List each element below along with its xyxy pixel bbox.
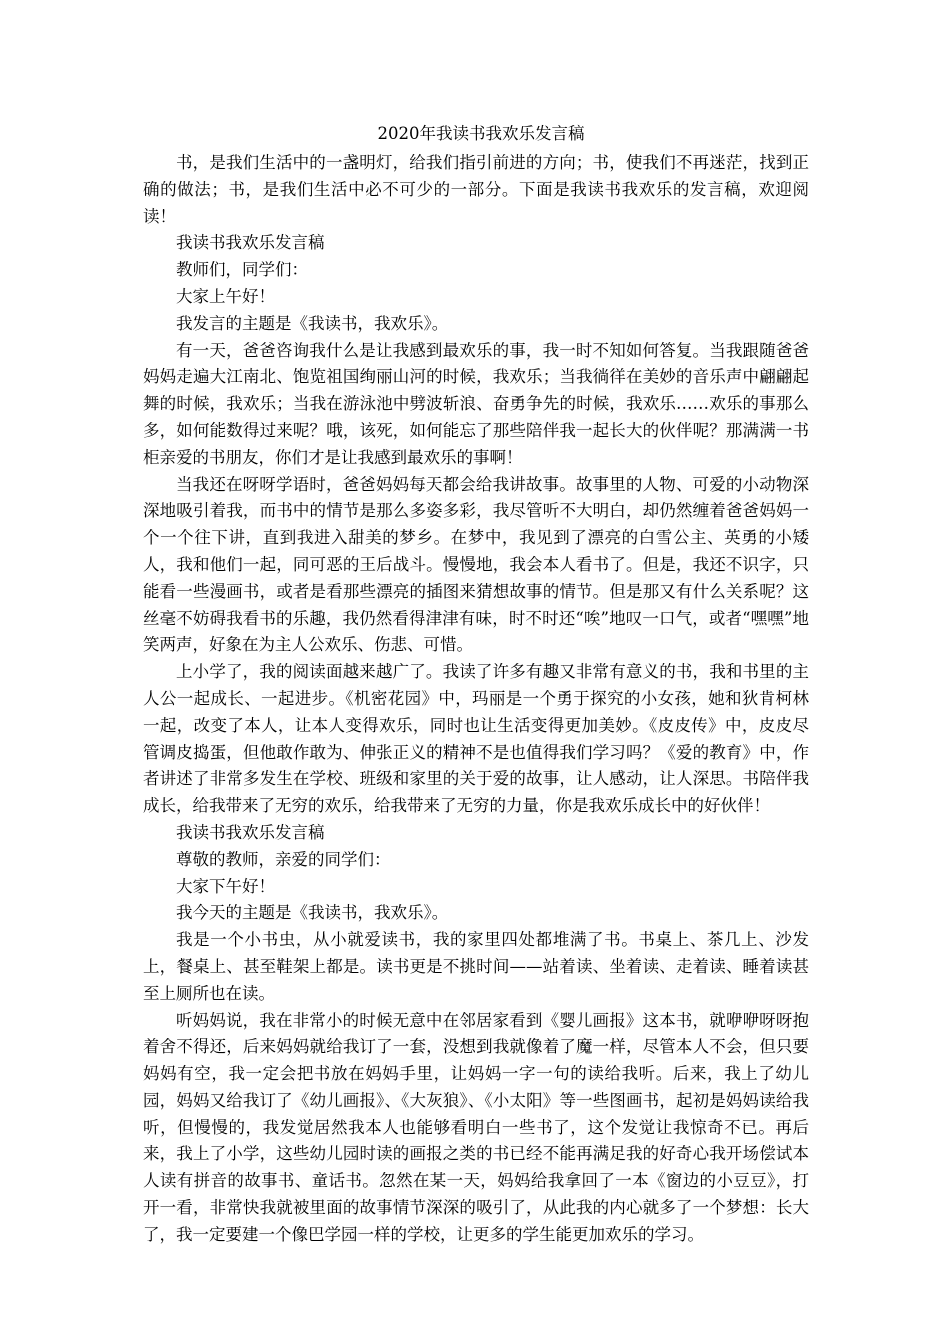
paragraph-speech1-body1: 有一天，爸爸咨询我什么是让我感到最欢乐的事，我一时不知如何答复。当我跟随爸爸妈妈走遍大江南北、饱览祖国绚丽山河的时候，我欢乐；当我徜徉在美妙的音乐声中翩翩起舞的时候，我欢乐；当我在游泳池中劈波斩浪、奋勇争先的时候，我欢乐……欢乐的事那么多，如何能数得过来呢？哦，该死，如何能忘了那些陪伴我一起长大的伙伴呢？那满满一书柜亲爱的书朋友，你们才是让我感到最欢乐的事啊！ xyxy=(143,340,809,467)
paragraph-speech2-heading: 我读书我欢乐发言稿 xyxy=(176,822,325,842)
paragraph-speech1-topic: 我发言的主题是《我读书，我欢乐》。 xyxy=(176,313,449,333)
paragraph-speech2-greeting: 尊敬的教师，亲爱的同学们： xyxy=(176,849,391,869)
paragraph-speech1-body2: 当我还在呀呀学语时，爸爸妈妈每天都会给我讲故事。故事里的人物、可爱的小动物深深地吸引着我，而书中的情节是那么多姿多彩，我尽管听不大明白，却仍然缠着爸爸妈妈一个一个往下讲，直到我进入甜美的梦乡。在梦中，我见到了漂亮的白雪公主、英勇的小矮人，我和他们一起，同可恶的王后战斗。慢慢地，我会本人看书了。但是，我还不识字，只能看一些漫画书，或者是看那些漂亮的插图来猜想故事的情节。但是那又有什么关系呢？这丝毫不妨碍我看书的乐趣，我仍然看得津津有味，时不时还“唉”地叹一口气，或者“嘿嘿”地笑两声，好象在为主人公欢乐、伤悲、可惜。 xyxy=(143,474,809,655)
paragraph-speech1-greeting: 教师们，同学们： xyxy=(176,260,308,280)
document-title: 2020年我读书我欢乐发言稿 xyxy=(377,124,585,143)
paragraph-speech2-body1: 我是一个小书虫，从小就爱读书，我的家里四处都堆满了书。书桌上、茶几上、沙发上，餐桌上、甚至鞋架上都是。读书更是不挑时间——站着读、坐着读、走着读、睡着读甚至上厕所也在读。 xyxy=(143,930,809,1003)
document-page xyxy=(143,119,809,1249)
paragraph-speech1-hello: 大家上午好！ xyxy=(176,286,275,306)
paragraph-speech2-topic: 我今天的主题是《我读书，我欢乐》。 xyxy=(176,903,449,923)
paragraph-speech2-body2: 听妈妈说，我在非常小的时候无意中在邻居家看到《婴儿画报》这本书，就咿咿呀呀抱着舍不得还，后来妈妈就给我订了一套，没想到我就像着了魔一样，尽管本人不会，但只要妈妈有空，我一定会把书放在妈妈手里，让妈妈一字一句的读给我听。后来，我上了幼儿园，妈妈又给我订了《幼儿画报》、《大灰狼》、《小太阳》等一些图画书，起初是妈妈读给我听，但慢慢的，我发觉居然我本人也能够看明白一些书了，这个发觉让我惊奇不已。再后来，我上了小学，这些幼儿园时读的画报之类的书已经不能再满足我的好奇心我开场偿试本人读有拼音的故事书、童话书。忽然在某一天，妈妈给我拿回了一本《窗边的小豆豆》，打开一看，非常快我就被里面的故事情节深深的吸引了，从此我的内心就多了一个梦想：长大了，我一定要建一个像巴学园一样的学校，让更多的学生能更加欢乐的学习。 xyxy=(143,1010,809,1244)
paragraph-intro: 书，是我们生活中的一盏明灯，给我们指引前进的方向；书，使我们不再迷茫，找到正确的做法；书，是我们生活中必不可少的一部分。下面是我读书我欢乐的发言稿，欢迎阅读！ xyxy=(143,153,809,226)
paragraph-speech1-heading: 我读书我欢乐发言稿 xyxy=(176,233,325,253)
paragraph-speech1-body3: 上小学了，我的阅读面越来越广了。我读了许多有趣又非常有意义的书，我和书里的主人公一起成长、一起进步。《机密花园》中，玛丽是一个勇于探究的小女孩，她和狄肯柯林一起，改变了本人，让本人变得欢乐，同时也让生活变得更加美妙。《皮皮传》中，皮皮尽管调皮捣蛋，但他敢作敢为、伸张正义的精神不是也值得我们学习吗？《爱的教育》中，作者讲述了非常多发生在学校、班级和家里的关于爱的故事，让人感动，让人深思。书陪伴我成长，给我带来了无穷的欢乐，给我带来了无穷的力量，你是我欢乐成长中的好伙伴！ xyxy=(143,662,809,816)
paragraph-speech2-hello: 大家下午好！ xyxy=(176,876,275,896)
